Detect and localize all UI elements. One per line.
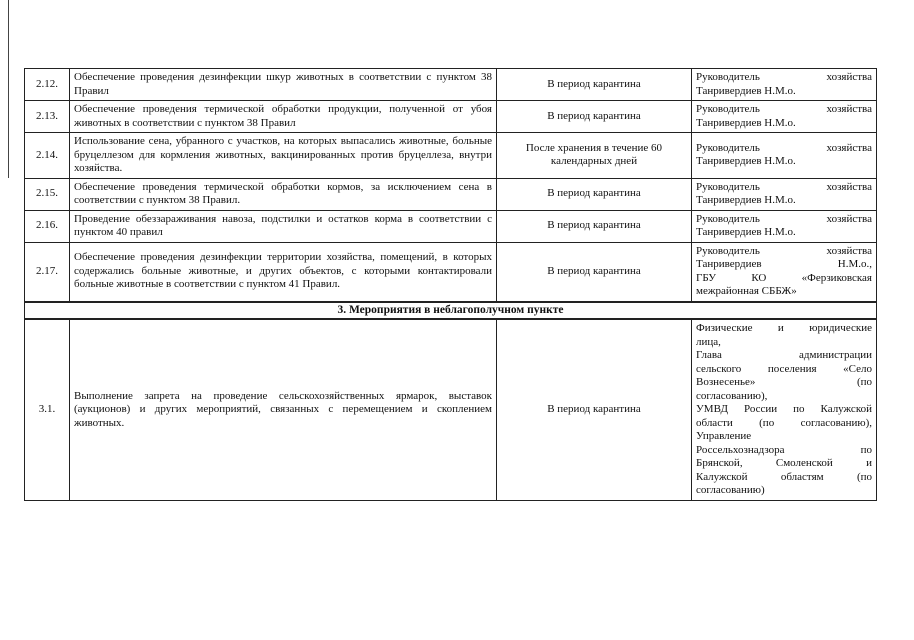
row-number: 3.1. <box>25 319 70 500</box>
responsible-line: Танривердиев Н.М.о. <box>696 194 796 206</box>
responsible-line: Танривердиев Н.М.о. <box>696 116 796 129</box>
table-body <box>25 69 877 501</box>
responsible-line: лица, <box>696 335 721 348</box>
table-row <box>25 242 877 302</box>
table-row <box>25 133 877 179</box>
responsible-cell <box>692 133 877 179</box>
term-cell: В период карантина <box>497 210 692 242</box>
row-number: 2.14. <box>25 133 70 179</box>
responsible-line: ГБУ КО «Ферзиковская <box>696 271 872 284</box>
responsible-line: области (по согласованию), <box>696 416 872 429</box>
action-cell: Обеспечение проведения термической обработки кормов, за исключением сена в соответствии с пунктом 38 Правил. <box>70 178 497 210</box>
section-title: 3. Мероприятия в неблагополучном пункте <box>25 302 877 320</box>
responsible-line: Танривердиев Н.М.о. <box>696 226 796 238</box>
responsible-cell <box>692 101 877 133</box>
responsible-line: согласованию) <box>696 484 765 496</box>
table-row <box>25 69 877 101</box>
row-number: 2.13. <box>25 101 70 133</box>
action-cell: Проведение обеззараживания навоза, подстилки и остатков корма в соответствии с пунктом 40 правил <box>70 210 497 242</box>
responsible-line: Танривердиев Н.М.о., <box>696 258 872 270</box>
responsible-line: сельского поселения «Село <box>696 362 872 375</box>
page-margin-line <box>8 0 9 178</box>
responsible-cell <box>692 242 877 302</box>
responsible-line: Брянской, Смоленской и <box>696 457 872 469</box>
responsible-line: Глава администрации <box>696 349 872 361</box>
responsible-line: согласованию), <box>696 389 768 402</box>
responsible-cell <box>692 69 877 101</box>
term-cell: После хранения в течение 60 календарных дней <box>497 133 692 179</box>
action-cell: Использование сена, убранного с участков, на которых выпасались животные, больные бруцеллезом для кормления животных, вакцинированных против бруцеллеза, внутри хозяйства. <box>70 133 497 179</box>
responsible-line: Танривердиев Н.М.о. <box>696 84 796 97</box>
action-cell: Обеспечение проведения дезинфекции шкур животных в соответствии с пунктом 38 Правил <box>70 69 497 101</box>
row-number: 2.17. <box>25 242 70 302</box>
responsible-cell <box>692 178 877 210</box>
measures-table <box>24 68 877 501</box>
term-cell: В период карантина <box>497 242 692 302</box>
row-number: 2.15. <box>25 178 70 210</box>
responsible-line: Россельхознадзора по <box>696 443 872 456</box>
row-number: 2.12. <box>25 69 70 101</box>
row-number: 2.16. <box>25 210 70 242</box>
responsible-line: Руководитель хозяйства <box>696 244 872 257</box>
term-cell: В период карантина <box>497 101 692 133</box>
responsible-cell <box>692 319 877 500</box>
responsible-line: Руководитель хозяйства <box>696 212 872 225</box>
action-cell: Обеспечение проведения дезинфекции территории хозяйства, помещений, в которых содержались больные животные, и других объектов, с которыми контактировали больные животные в соответствии с пунктом 41 Правил. <box>70 242 497 302</box>
responsible-line: межрайонная СББЖ» <box>696 285 797 297</box>
action-cell: Выполнение запрета на проведение сельскохозяйственных ярмарок, выставок (аукционов) и других мероприятий, связанных с перемещением и скоплением животных. <box>70 319 497 500</box>
responsible-cell <box>692 210 877 242</box>
responsible-line: Руководитель хозяйства <box>696 180 872 193</box>
term-cell: В период карантина <box>497 319 692 500</box>
section-header-row <box>25 302 877 320</box>
term-cell: В период карантина <box>497 69 692 101</box>
responsible-line: Управление <box>696 430 752 442</box>
responsible-line: Вознесенье» (по <box>696 376 872 388</box>
responsible-line: Калужской областям (по <box>696 470 872 483</box>
action-cell: Обеспечение проведения термической обработки продукции, полученной от убоя животных в соответствии с пунктом 38 Правил <box>70 101 497 133</box>
table-row <box>25 319 877 500</box>
responsible-line: Руководитель хозяйства <box>696 141 872 154</box>
responsible-line: Физические и юридические <box>696 322 872 334</box>
responsible-line: Танривердиев Н.М.о. <box>696 155 796 168</box>
table-row <box>25 101 877 133</box>
table-row <box>25 178 877 210</box>
term-cell: В период карантина <box>497 178 692 210</box>
table-row <box>25 210 877 242</box>
responsible-line: УМВД России по Калужской <box>696 403 872 415</box>
responsible-line: Руководитель хозяйства <box>696 103 872 115</box>
responsible-line: Руководитель хозяйства <box>696 71 872 83</box>
